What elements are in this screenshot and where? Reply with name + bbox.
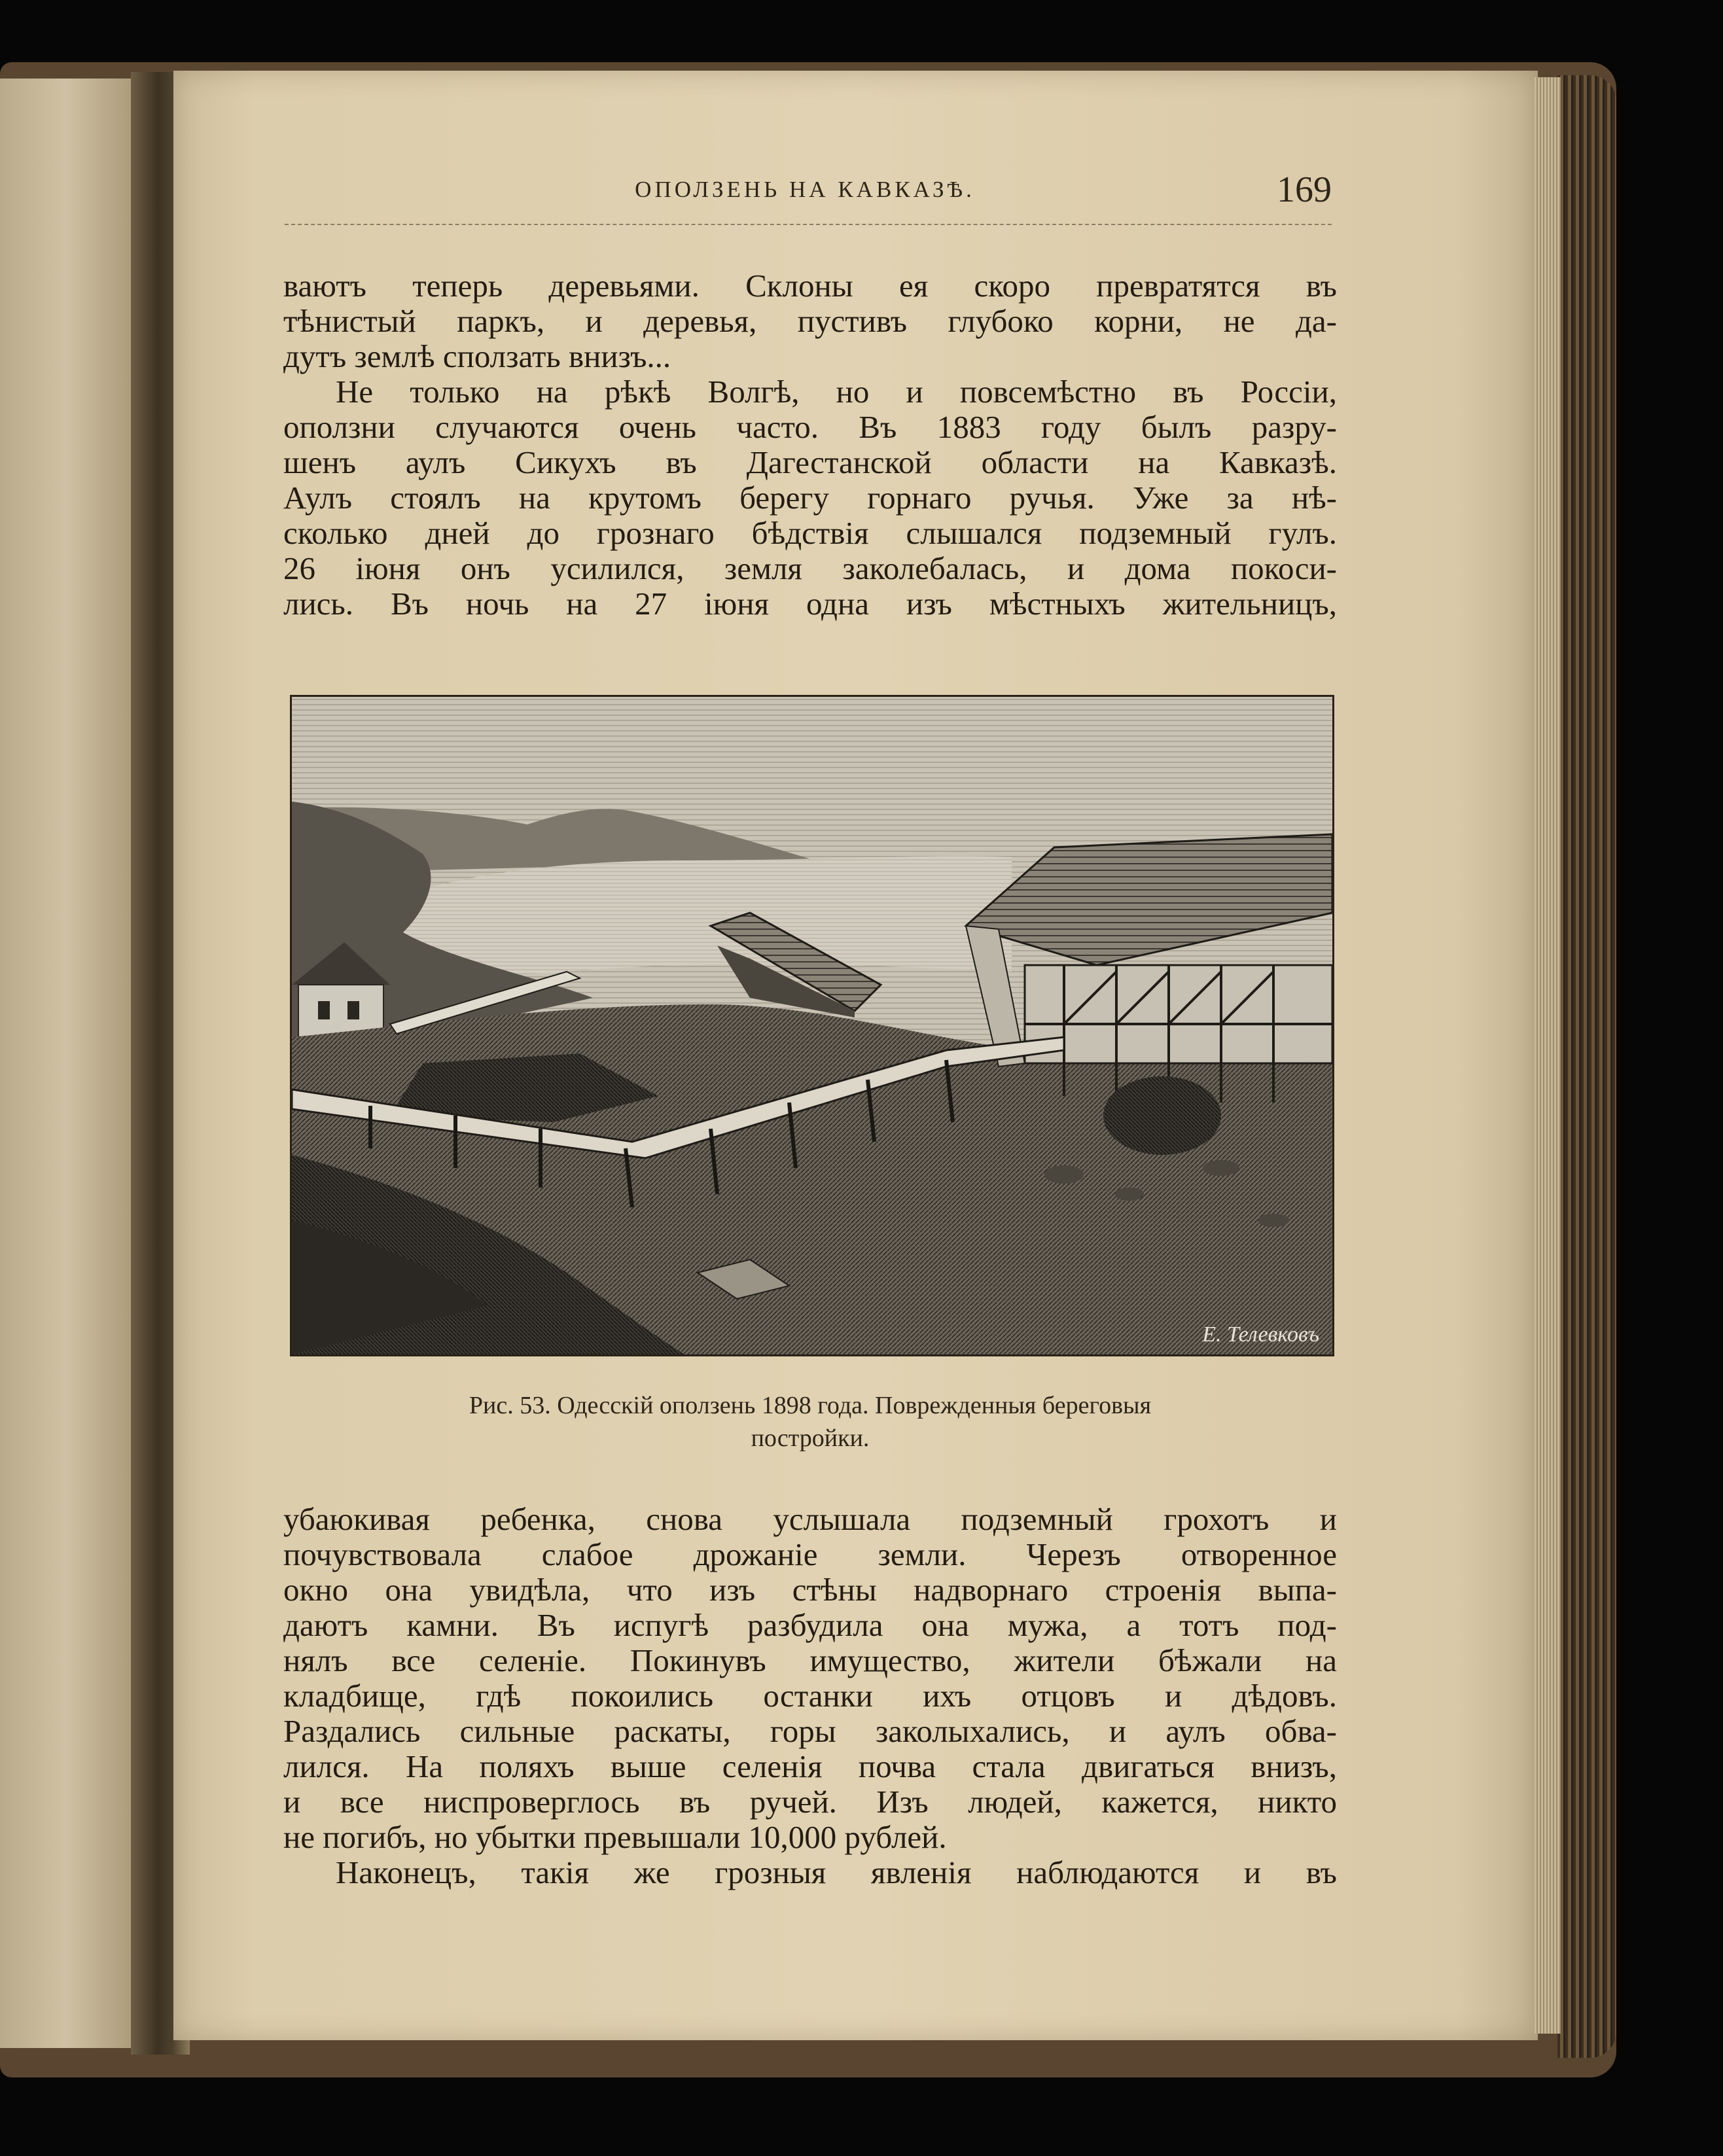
text-line: кладбище, гдѣ покоились останки ихъ отцовъ и дѣдовъ.: [283, 1678, 1337, 1714]
text-line: Аулъ стоялъ на крутомъ берегу горнаго ручья. Уже за нѣ-: [283, 480, 1337, 516]
text-line: Раздались сильные раскаты, горы заколыхались, и аулъ обва-: [283, 1713, 1337, 1749]
text-line: нялъ все селеніе. Покинувъ имущество, жители бѣжали на: [283, 1642, 1337, 1678]
text-line: шенъ аулъ Сикухъ въ Дагестанской области на Кавказѣ.: [283, 444, 1337, 480]
engraver-signature: Е. Телевковъ: [1202, 1322, 1319, 1347]
text-line: тѣнистый паркъ, и деревья, пустивъ глубоко корни, не да-: [283, 303, 1337, 339]
text-line: окно она увидѣла, что изъ стѣны надворнаго строенія выпа-: [283, 1572, 1337, 1608]
text-block-bottom: [283, 1502, 1337, 1890]
text-line: Не только на рѣкѣ Волгѣ, но и повсемѣстно въ Россіи,: [336, 374, 1337, 410]
text-line: почувствовала слабое дрожаніе земли. Черезъ отворенное: [283, 1536, 1337, 1572]
text-line: Наконецъ, такія же грозныя явленія наблюдаются и въ: [336, 1854, 1337, 1890]
text-line: и все ниспроверглось въ ручей. Изъ людей, кажется, никто: [283, 1784, 1337, 1820]
text-line: сколько дней до грознаго бѣдствія слышался подземный гулъ.: [283, 515, 1337, 551]
text-line: лился. На поляхъ выше селенія почва стала двигаться внизъ,: [283, 1748, 1337, 1784]
text-line: даютъ камни. Въ испугѣ разбудила она мужа, а тотъ под-: [283, 1607, 1337, 1643]
figure-caption: [283, 1389, 1337, 1455]
caption-line: Рис. 53. Одесскій оползень 1898 года. Поврежденныя береговыя: [469, 1392, 1152, 1419]
text-line: лись. Въ ночь на 27 іюня одна изъ мѣстныхъ жительницъ,: [283, 586, 1337, 622]
text-block-top: [283, 268, 1337, 622]
caption-line: постройки.: [751, 1424, 870, 1452]
page-edges: [1535, 77, 1561, 2034]
book-spine-edge: [1557, 75, 1616, 2058]
running-title: ОПОЛЗЕНЬ НА КАВКАЗѢ.: [635, 177, 975, 202]
text-line: ваютъ теперь деревьями. Склоны ея скоро превратятся въ: [283, 268, 1337, 304]
text-line: не погибъ, но убытки превышали 10,000 рублей.: [283, 1819, 947, 1855]
text-line: убаюкивая ребенка, снова услышала подземный грохотъ и: [283, 1501, 1337, 1537]
page-number: 169: [1277, 169, 1332, 210]
text-line: дутъ землѣ сползать внизъ...: [283, 338, 671, 374]
text-line: оползни случаются очень часто. Въ 1883 году былъ разру-: [283, 409, 1337, 445]
text-line: 26 іюня онъ усилился, земля заколебалась, и дома покоси-: [283, 550, 1337, 586]
header-rule: [285, 224, 1332, 225]
engraving-figure: [290, 695, 1334, 1356]
page-header: [285, 169, 1332, 229]
landslide-engraving: [292, 697, 1332, 1354]
